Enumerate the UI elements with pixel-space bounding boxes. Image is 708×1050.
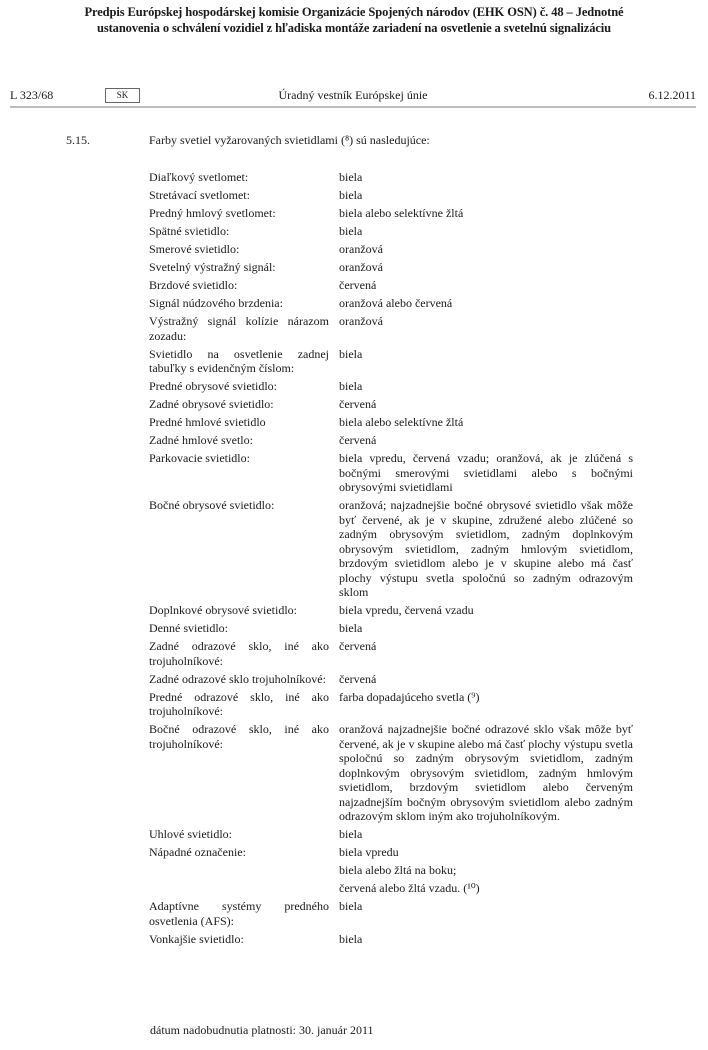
journal-name: Úradný vestník Európskej únie	[278, 88, 428, 102]
light-colour-table	[149, 170, 633, 950]
light-colour-value: červená	[339, 671, 377, 686]
light-colour-value: oranžová	[339, 314, 383, 328]
issue-number: L 323/68	[10, 88, 54, 102]
table-row	[149, 863, 633, 878]
light-colour-value: biela	[339, 188, 363, 202]
light-colour-value: farba dopadajúceho svetla (⁹)	[339, 689, 480, 704]
light-colour-value: biela	[339, 899, 363, 913]
light-type-label: Predné odrazové sklo, iné ako trojuholníkové:	[149, 689, 329, 718]
light-type-label: Zadné odrazové sklo trojuholníkové:	[149, 671, 326, 686]
light-colour-value: červená	[339, 397, 377, 411]
table-row	[149, 845, 633, 860]
light-type-label: Zadné obrysové svietidlo:	[149, 397, 274, 411]
light-type-label: Signál núdzového brzdenia:	[149, 296, 283, 310]
light-colour-value: biela	[339, 827, 363, 841]
table-row	[149, 827, 633, 842]
table-row	[149, 415, 633, 430]
table-row	[149, 722, 633, 824]
table-row	[149, 224, 633, 239]
light-type-label: Predné obrysové svietidlo:	[149, 379, 277, 393]
table-row	[149, 170, 633, 185]
table-row	[149, 242, 633, 257]
light-type-label: Svietidlo na osvetlenie zadnej tabuľky s evidenčným číslom:	[149, 346, 329, 375]
light-type-label: Zadné odrazové sklo, iné ako trojuholníkové:	[149, 639, 329, 668]
table-row	[149, 347, 633, 376]
light-type-label: Spätné svietidlo:	[149, 224, 230, 238]
light-colour-value: červená	[339, 433, 377, 447]
light-colour-value: biela alebo selektívne žltá	[339, 206, 464, 220]
table-row	[149, 603, 633, 618]
light-colour-value: biela	[339, 379, 363, 393]
light-type-label: Vonkajšie svietidlo:	[149, 931, 244, 946]
section-number: 5.15.	[66, 133, 90, 147]
journal-header	[10, 86, 696, 104]
light-type-label: Brzdové svietidlo:	[149, 278, 238, 292]
light-colour-value: biela vpredu, červená vzadu	[339, 603, 474, 617]
light-type-label: Nápadné označenie:	[149, 845, 246, 859]
light-type-label: Zadné hmlové svetlo:	[149, 433, 253, 447]
table-row	[149, 498, 633, 600]
effective-date-note: dátum nadobudnutia platnosti: 30. január 2011	[150, 1023, 374, 1037]
light-type-label: Adaptívne systémy predného osvetlenia (AFS):	[149, 899, 329, 928]
light-colour-value: biela	[339, 224, 363, 238]
light-type-label: Smerové svietidlo:	[149, 242, 240, 256]
light-type-label: Bočné odrazové sklo, iné ako trojuholníkové:	[149, 722, 329, 751]
table-row	[149, 672, 633, 687]
light-colour-value: biela	[339, 621, 363, 635]
table-row	[149, 397, 633, 412]
table-row	[149, 899, 633, 928]
light-type-label: Predné hmlové svietidlo	[149, 415, 266, 429]
table-row	[149, 278, 633, 293]
table-row	[149, 296, 633, 311]
light-colour-value: oranžová najzadnejšie bočné odrazové sklo však môže byť červené, ak je v skupine alebo má časť plochy výstupu svetla spoločnú so zadným obrysovým svietidlom, zadným doplnkovým obrysovým svietidlom, zadným hmlovým svietidlom, brzdovým svietidlom alebo červeným najzadnejším bočným obrysovým svietidlom alebo zadným odrazovým sklom iným ako trojuholníkovým.	[339, 722, 633, 823]
light-colour-value: oranžová; najzadnejšie bočné obrysové svietidlo však môže byť červené, ak je v skupine, združené alebo zlúčené so zadným obrysovým svietidlom, zadným doplnkovým obrysovým svietidlom, zadným hmlovým svietidlom, brzdovým svietidlom alebo je v skupine alebo má časť plochy výstupu svetla spoločnú so zadným odrazovým sklom	[339, 498, 633, 599]
light-colour-value: biela vpredu	[339, 845, 399, 859]
light-colour-value: červená	[339, 639, 377, 653]
light-type-label: Výstražný signál kolízie nárazom zozadu:	[149, 314, 329, 343]
table-row	[149, 314, 633, 343]
light-colour-value: oranžová alebo červená	[339, 296, 453, 310]
light-colour-value: biela vpredu, červená vzadu; oranžová, ak je zlúčená s bočnými smerovými svietidlami alebo s bočnými obrysovými svietidlami	[339, 451, 633, 494]
document-title: Predpis Európskej hospodárskej komisie Organizácie Spojených národov (EHK OSN) č. 48 – Jednotné ustanovenia o schválení vozidiel z hľadiska montáže zariadení na osvetlenie a svetelnú signalizáciu	[84, 5, 624, 35]
light-colour-value: biela alebo žltá na boku;	[339, 863, 457, 877]
light-type-label: Stretávací svetlomet:	[149, 188, 250, 202]
table-row	[149, 881, 633, 896]
light-type-label: Bočné obrysové svietidlo:	[149, 498, 275, 512]
light-colour-value: biela	[339, 931, 363, 946]
table-row	[149, 932, 633, 947]
light-type-label: Diaľkový svetlomet:	[149, 170, 249, 184]
light-colour-value: oranžová	[339, 260, 383, 274]
table-row	[149, 433, 633, 448]
light-type-label: Parkovacie svietidlo:	[149, 451, 250, 465]
table-row	[149, 451, 633, 495]
header-divider	[10, 106, 696, 108]
table-row	[149, 188, 633, 203]
table-row	[149, 260, 633, 275]
light-type-label: Predný hmlový svetlomet:	[149, 206, 276, 220]
light-type-label: Uhlové svietidlo:	[149, 827, 232, 841]
light-type-label: Doplnkové obrysové svietidlo:	[149, 603, 297, 617]
light-colour-value: červená	[339, 278, 377, 292]
light-colour-value: oranžová	[339, 242, 383, 256]
table-row	[149, 379, 633, 394]
light-type-label	[149, 881, 339, 896]
language-code-badge: SK	[105, 88, 140, 103]
table-row	[149, 690, 633, 719]
light-type-label: Svetelný výstražný signál:	[149, 260, 276, 274]
table-row	[149, 206, 633, 221]
table-row	[149, 639, 633, 668]
light-colour-value: biela alebo selektívne žltá	[339, 415, 464, 429]
light-colour-value: biela	[339, 170, 363, 184]
light-colour-value: biela	[339, 346, 363, 361]
light-colour-value: červená alebo žltá vzadu. (¹⁰)	[339, 881, 480, 895]
light-type-label	[149, 863, 339, 878]
publication-date: 6.12.2011	[648, 88, 696, 102]
section-text: Farby svetiel vyžarovaných svietidlami (⁸) sú nasledujúce:	[149, 133, 430, 147]
table-row	[149, 621, 633, 636]
light-type-label: Denné svietidlo:	[149, 621, 228, 635]
